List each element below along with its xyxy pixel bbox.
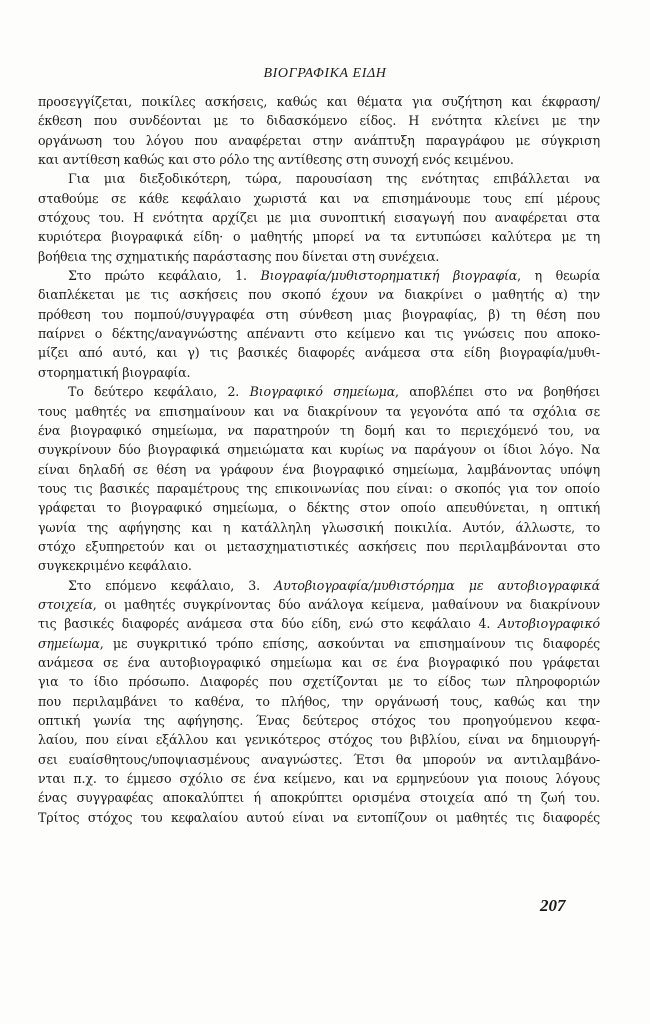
text-run: , οι μαθητές συγκρίνοντας δύο ανάλογα κείμενα, μαθαίνουν να διακρίνουν [92,596,600,612]
chapter-title: σημείωμα [38,635,100,651]
page-number: 207 [540,896,566,915]
text-line: διαπλέκεται με τις ασκήσεις που σκοπό έχουν να διακρίνει ο μαθητής α) την [38,287,600,303]
text-run: Στο επόμενο κεφάλαιο, 3. [68,577,275,593]
text-line: συγκεκριμένο κεφάλαιο. [38,558,192,574]
text-line: τους μαθητές να επισημαίνουν και να διακρίνουν τα γεγονότα από τα σχόλια σε [38,403,600,419]
text-line: Τρίτος στόχος του κεφαλαίου αυτού είναι να εντοπίζουν οι μαθητές τις διαφορές [38,809,600,825]
text-line: τους τις βασικές παραμέτρους της επικοινωνίας που είναι: ο σκοπός για τον οποίο [38,480,600,496]
text-line: πρόθεση του πομπού/συγγραφέα στη σύνθεση μιας βιογραφίας, β) τη θέση που [38,306,600,322]
chapter-title: Αυτοβιογραφία/μυθιστόρημα με αυτοβιογραφικά [274,577,600,593]
text-line: σταθούμε σε κάθε κεφάλαιο χωριστά και να επισημάνουμε τους επί μέρους [38,190,600,206]
text-run: τις βασικές διαφορές ανάμεσα στα δύο είδη, ενώ στο κεφάλαιο 4. [38,616,498,632]
text-line: γράφεται το βιογραφικό σημείωμα, ο δέκτης στον οποίο απευθύνεται, η οπτική [38,500,600,516]
text-line: για το ίδιο πρόσωπο. Διαφορές που σχετίζονται με το είδος των πληροφοριών [38,674,600,690]
running-head: ΒΙΟΓΡΑΦΙΚΑ ΕΙΔΗ [263,66,387,81]
text-line: μίζει από αυτό, και γ) τις βασικές διαφορές ανάμεσα στα είδη βιογραφία/μυθι- [38,345,600,361]
text-line: στόχους του. Η ενότητα αρχίζει με μια συνοπτική εισαγωγή που αναφέρεται στα [38,210,600,226]
chapter-title: Βιογραφικό σημείωμα [249,384,396,400]
text-line: οργάνωση του λόγου που αναφέρεται στην ανάπτυξη παραγράφου με σύγκριση [38,132,600,148]
text-line: συγκρίνουν δύο βιογραφικά σημειώματα και κυρίως να παράγουν οι ίδιοι λόγο. Να [38,442,600,458]
text-line: λαίου, που είναι εξάλλου και γενικότερος στόχος του βιβλίου, είναι να δημιουργή- [38,732,600,748]
text-line: σει ευαίσθητους/υποψιασμένους αναγνώστες. Έτσι θα μπορούν να αντιλαμβάνο- [38,751,600,767]
text-run: Το δεύτερο κεφάλαιο, 2. [68,384,250,400]
text-line: ένα βιογραφικό σημείωμα, να παρατηρούν τη δομή και το περιεχόμενό του, να [38,422,600,438]
text-line [38,266,600,285]
text-line [38,634,600,653]
text-line: ένας συγγραφέας αποκαλύπτει ή αποκρύπτει ορισμένα στοιχεία από τη ζωή του. [38,790,600,806]
text-line: γωνία της αφήγησης και η κατάλληλη γλωσσική ποικιλία. Αυτόν, άλλωστε, το [38,519,600,535]
chapter-title: Αυτοβιογραφικό [497,616,600,632]
text-line [38,576,600,595]
text-line: οπτική γωνία της αφήγησης. Ένας δεύτερος στόχος του προηγούμενου κεφα- [38,713,600,728]
text-line: έκθεση που συνδέονται με το διδασκόμενο είδος. Η ενότητα κλείνει με την [38,113,600,129]
text-line: βοήθεια της σχηματικής παράστασης που δίνεται στη συνέχεια. [38,248,440,264]
chapter-title: στοιχεία [38,596,93,612]
text-line: και αντίθεση καθώς και στο ρόλο της αντίθεσης στη συνοχή ενός κειμένου. [38,152,514,168]
text-run: Στο πρώτο κεφάλαιο, 1. [68,268,261,284]
text-line: παίρνει ο δέκτης/αναγνώστης απέναντι στο κείμενο και τις γνώσεις που αποκο- [38,326,600,342]
text-line: είναι δηλαδή σε θέση να γράφουν ένα βιογραφικό σημείωμα, λαμβάνοντας υπόψη [38,461,600,477]
text-line: που περιλαμβάνει το καθένα, το πλήθος, την οργάνωσή τους, καθώς και την [38,693,600,709]
text-run: , αποβλέπει στο να βοηθήσει [395,384,600,400]
text-run: , με συγκριτικό τρόπο επίσης, ασκούνται να επισημαίνουν τις διαφορές [99,635,600,651]
text-line: προσεγγίζεται, ποικίλες ασκήσεις, καθώς και θέματα για συζήτηση και έκφραση/ [38,94,600,109]
text-line: στόχο εξυπηρετούν και οι μετασχηματιστικές ασκήσεις που περιλαμβάνονται στο [38,538,600,554]
chapter-title: Βιογραφία/μυθιστορηματική βιογραφία [260,268,518,284]
text-line: στορηματική βιογραφία. [38,364,191,380]
text-line [38,382,600,401]
text-line [38,595,600,614]
text-line [38,614,600,633]
text-run: , η θεωρία [517,268,600,284]
text-line: νται π.χ. το έμμεσο σχόλιο σε ένα κείμενο, και να ερμηνεύουν για ποιους λόγους [38,771,600,787]
text-line: ανάμεσα σε ένα αυτοβιογραφικό σημείωμα και σε ένα βιογραφικό που γράφεται [38,654,600,670]
body-text [38,92,600,827]
text-line: Για μια διεξοδικότερη, τώρα, παρουσίαση της ενότητας επιβάλλεται να [68,171,600,187]
text-line: κυριότερα βιογραφικά είδη· ο μαθητής μπορεί να τα εντυπώσει καλύτερα με τη [38,229,600,245]
